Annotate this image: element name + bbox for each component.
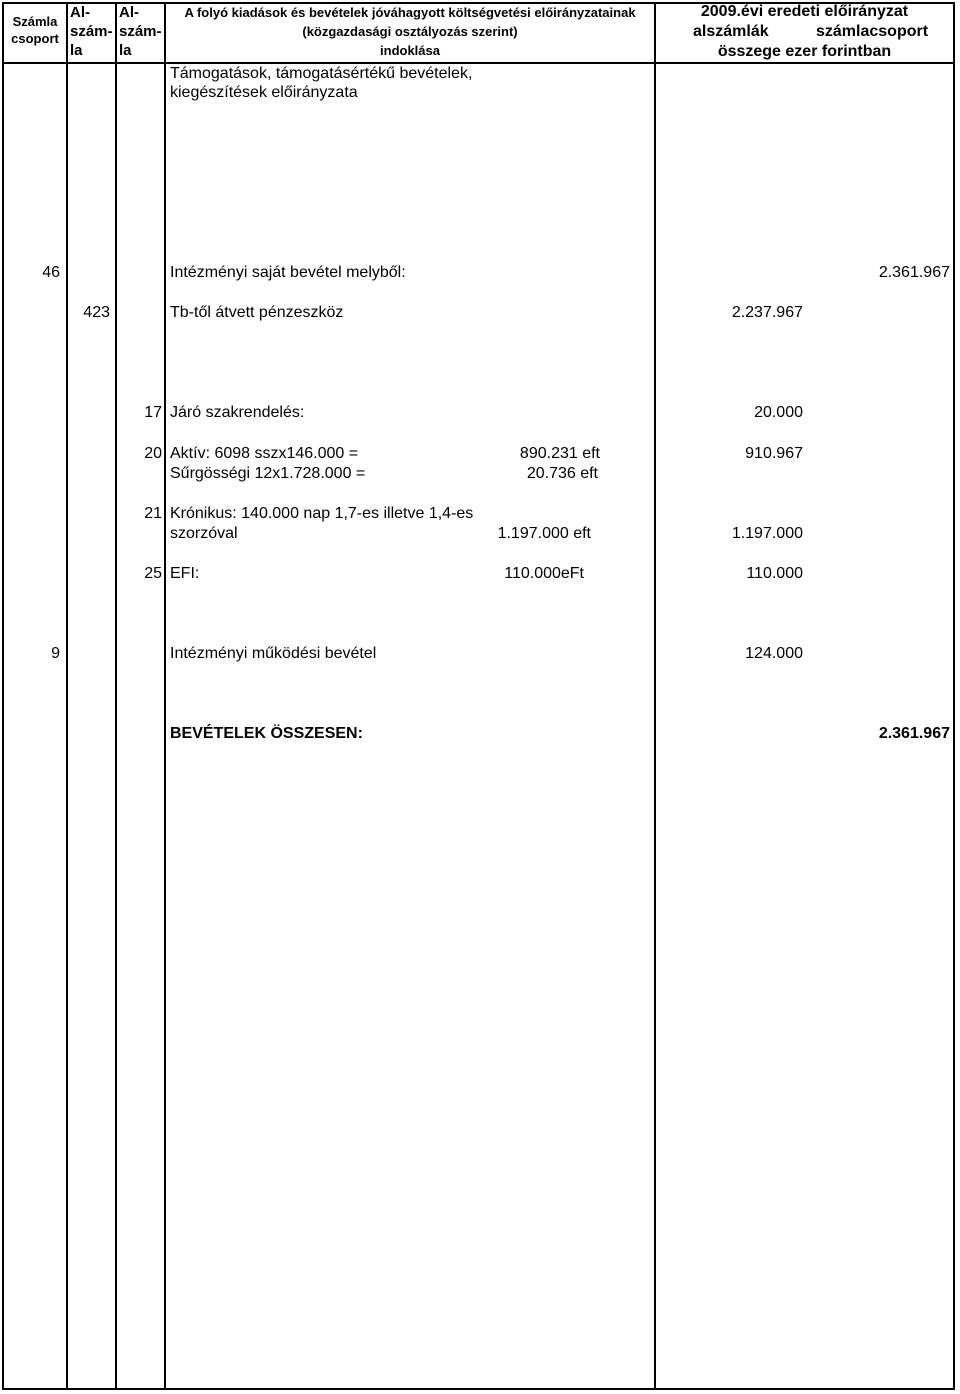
header-amount-sub-right: számlacsoport — [816, 23, 929, 40]
row-20-code: 20 — [144, 445, 162, 462]
row-423-label: Tb-től átvett pénzeszköz — [170, 304, 344, 321]
row-21-amount: 1.197.000 — [731, 525, 803, 542]
border-bottom — [2, 1388, 954, 1390]
row-21-line2: szorzóval — [170, 525, 238, 542]
row-25-code: 25 — [144, 565, 162, 582]
divider-col-3 — [164, 2, 166, 1390]
row-9-code: 9 — [51, 645, 60, 662]
row-423-amount: 2.237.967 — [731, 304, 803, 321]
divider-col-2 — [115, 2, 117, 1390]
border-right — [953, 2, 955, 1390]
divider-col-4 — [654, 2, 656, 1390]
header-amount-unit: összege ezer forintban — [717, 43, 892, 60]
header-description: A folyó kiadások és bevételek jóváhagyott költségvetési előirányzatainak (közgazdasági osztályozás szerint) indoklása — [184, 5, 636, 58]
section-title: Támogatások, támogatásértékű bevételek, kiegészítések előirányzata — [170, 65, 473, 101]
header-alszamla-2: Al- szám- la — [119, 4, 162, 59]
header-szamlacsoport: Számla csoport — [11, 14, 59, 46]
row-423-code: 423 — [83, 304, 110, 321]
header-amount-sub-left: alszámlák — [693, 23, 769, 40]
row-9-label: Intézményi működési bevétel — [170, 645, 377, 662]
total-amount: 2.361.967 — [878, 725, 950, 742]
header-bottom-line — [2, 62, 954, 64]
row-17-code: 17 — [144, 404, 162, 421]
header-alszamla-1: Al- szám- la — [70, 4, 113, 59]
row-9-amount: 124.000 — [745, 645, 803, 662]
row-21-line1: Krónikus: 140.000 nap 1,7-es illetve 1,4-es — [170, 505, 474, 522]
row-21-line2-value: 1.197.000 eft — [497, 525, 591, 542]
row-46-label: Intézményi saját bevétel melyből: — [170, 264, 406, 281]
row-20-line2-value: 20.736 eft — [526, 465, 598, 482]
row-20-line1-value: 890.231 eft — [519, 445, 600, 462]
row-25-amount: 110.000 — [746, 565, 803, 582]
divider-col-1 — [66, 2, 68, 1390]
row-25-label: EFI: — [170, 565, 200, 582]
row-46-code: 46 — [42, 264, 60, 281]
row-20-amount: 910.967 — [745, 445, 803, 462]
row-21-code: 21 — [144, 505, 162, 522]
header-amount-title: 2009.évi eredeti előirányzat — [700, 3, 909, 20]
row-20-line2: Sűrgösségi 12x1.728.000 = — [170, 465, 366, 482]
row-17-label: Járó szakrendelés: — [170, 404, 305, 421]
row-17-amount: 20.000 — [754, 404, 803, 421]
row-20-line1: Aktív: 6098 sszx146.000 = — [170, 445, 359, 462]
row-25-value: 110.000eFt — [504, 565, 584, 582]
row-46-amount: 2.361.967 — [878, 264, 950, 281]
border-left — [2, 2, 4, 1390]
total-label: BEVÉTELEK ÖSSZESEN: — [170, 725, 363, 742]
